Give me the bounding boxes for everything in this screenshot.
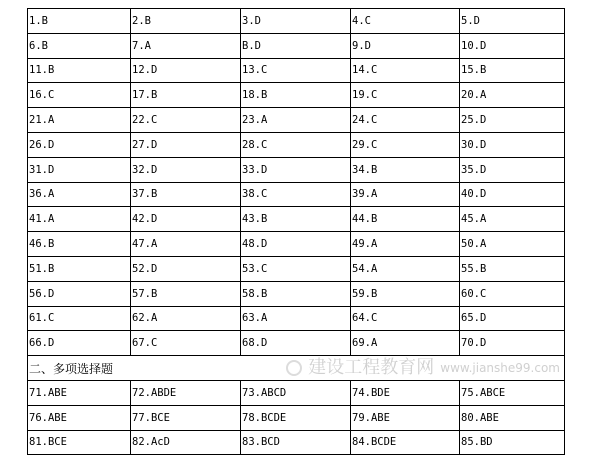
answer-cell: 50.A bbox=[460, 232, 565, 257]
table-row bbox=[28, 182, 565, 207]
answer-cell: 71.ABE bbox=[28, 380, 131, 405]
answer-cell: 76.ABE bbox=[28, 405, 131, 430]
watermark-url: www.jianshe99.com bbox=[440, 361, 560, 376]
table-row bbox=[28, 132, 565, 157]
answer-cell: 62.A bbox=[131, 306, 241, 331]
answer-cell: 65.D bbox=[460, 306, 565, 331]
answer-cell: 85.BD bbox=[460, 430, 565, 455]
table-row bbox=[28, 207, 565, 232]
answer-cell: 77.BCE bbox=[131, 405, 241, 430]
answer-cell: 64.C bbox=[351, 306, 460, 331]
answer-key-table bbox=[27, 8, 565, 455]
answer-cell: 31.D bbox=[28, 157, 131, 182]
answer-cell: 69.A bbox=[351, 331, 460, 356]
table-row bbox=[28, 306, 565, 331]
table-row bbox=[28, 232, 565, 257]
answer-cell: 6.B bbox=[28, 33, 131, 58]
table-row bbox=[28, 9, 565, 34]
answer-cell: 22.C bbox=[131, 108, 241, 133]
answer-cell: 51.B bbox=[28, 256, 131, 281]
answer-cell: 1.B bbox=[28, 9, 131, 34]
table-row bbox=[28, 430, 565, 455]
answer-cell: 49.A bbox=[351, 232, 460, 257]
answer-cell: 60.C bbox=[460, 281, 565, 306]
answer-cell: 16.C bbox=[28, 83, 131, 108]
answer-cell: 37.B bbox=[131, 182, 241, 207]
answer-cell: 38.C bbox=[241, 182, 351, 207]
answer-cell: 61.C bbox=[28, 306, 131, 331]
answer-cell: 63.A bbox=[241, 306, 351, 331]
answer-cell: 80.ABE bbox=[460, 405, 565, 430]
answer-cell: 19.C bbox=[351, 83, 460, 108]
answer-cell: 52.D bbox=[131, 256, 241, 281]
answer-cell: 3.D bbox=[241, 9, 351, 34]
answer-cell: 78.BCDE bbox=[241, 405, 351, 430]
answer-cell: 73.ABCD bbox=[241, 380, 351, 405]
answer-cell: 74.BDE bbox=[351, 380, 460, 405]
table-row bbox=[28, 256, 565, 281]
answer-cell: 17.B bbox=[131, 83, 241, 108]
answer-cell: 57.B bbox=[131, 281, 241, 306]
answer-cell: 82.AcD bbox=[131, 430, 241, 455]
answer-cell: 27.D bbox=[131, 132, 241, 157]
answer-cell: 25.D bbox=[460, 108, 565, 133]
answer-cell: 83.BCD bbox=[241, 430, 351, 455]
answer-cell: 34.B bbox=[351, 157, 460, 182]
answer-cell: 24.C bbox=[351, 108, 460, 133]
answer-cell: 12.D bbox=[131, 58, 241, 83]
answer-cell: 46.B bbox=[28, 232, 131, 257]
answer-cell: 26.D bbox=[28, 132, 131, 157]
table-row bbox=[28, 58, 565, 83]
answer-cell: 79.ABE bbox=[351, 405, 460, 430]
answer-cell: 54.A bbox=[351, 256, 460, 281]
table-row bbox=[28, 108, 565, 133]
table-row bbox=[28, 33, 565, 58]
answer-cell: 48.D bbox=[241, 232, 351, 257]
answer-cell: 21.A bbox=[28, 108, 131, 133]
table-row bbox=[28, 83, 565, 108]
table-row bbox=[28, 157, 565, 182]
answer-cell: 75.ABCE bbox=[460, 380, 565, 405]
answer-cell: 66.D bbox=[28, 331, 131, 356]
answer-cell: 30.D bbox=[460, 132, 565, 157]
answer-cell: 53.C bbox=[241, 256, 351, 281]
answer-cell: 2.B bbox=[131, 9, 241, 34]
answer-cell: 28.C bbox=[241, 132, 351, 157]
answer-cell: B.D bbox=[241, 33, 351, 58]
answer-cell: 32.D bbox=[131, 157, 241, 182]
answer-cell: 59.B bbox=[351, 281, 460, 306]
answer-cell: 9.D bbox=[351, 33, 460, 58]
answer-cell: 58.B bbox=[241, 281, 351, 306]
answer-cell: 81.BCE bbox=[28, 430, 131, 455]
answer-cell: 47.A bbox=[131, 232, 241, 257]
answer-cell: 67.C bbox=[131, 331, 241, 356]
answer-cell: 23.A bbox=[241, 108, 351, 133]
answer-cell: 55.B bbox=[460, 256, 565, 281]
table-row bbox=[28, 380, 565, 405]
answer-cell: 14.C bbox=[351, 58, 460, 83]
answer-cell: 68.D bbox=[241, 331, 351, 356]
answer-cell: 20.A bbox=[460, 83, 565, 108]
section-heading-wrap bbox=[29, 358, 564, 378]
answer-cell: 36.A bbox=[28, 182, 131, 207]
watermark-logo-icon bbox=[286, 360, 302, 376]
answer-cell: 10.D bbox=[460, 33, 565, 58]
table-row bbox=[28, 331, 565, 356]
answer-cell: 45.A bbox=[460, 207, 565, 232]
answer-cell: 29.C bbox=[351, 132, 460, 157]
answer-cell: 56.D bbox=[28, 281, 131, 306]
answer-cell: 33.D bbox=[241, 157, 351, 182]
section-heading: 二、多项选择题 bbox=[29, 361, 114, 376]
answer-cell: 18.B bbox=[241, 83, 351, 108]
answer-cell: 7.A bbox=[131, 33, 241, 58]
answer-cell: 35.D bbox=[460, 157, 565, 182]
answer-cell: 44.B bbox=[351, 207, 460, 232]
section-heading-row bbox=[28, 356, 565, 381]
answer-cell: 11.B bbox=[28, 58, 131, 83]
table-row bbox=[28, 281, 565, 306]
answer-cell: 15.B bbox=[460, 58, 565, 83]
watermark bbox=[286, 358, 564, 378]
answer-cell: 42.D bbox=[131, 207, 241, 232]
table-row bbox=[28, 405, 565, 430]
watermark-text: 建设工程教育网 bbox=[308, 357, 435, 379]
answer-cell: 4.C bbox=[351, 9, 460, 34]
section-heading-cell bbox=[28, 356, 565, 381]
answer-cell: 40.D bbox=[460, 182, 565, 207]
answer-cell: 39.A bbox=[351, 182, 460, 207]
answer-cell: 13.C bbox=[241, 58, 351, 83]
answer-cell: 5.D bbox=[460, 9, 565, 34]
answer-cell: 72.ABDE bbox=[131, 380, 241, 405]
answer-cell: 41.A bbox=[28, 207, 131, 232]
answer-cell: 70.D bbox=[460, 331, 565, 356]
answer-cell: 84.BCDE bbox=[351, 430, 460, 455]
answer-cell: 43.B bbox=[241, 207, 351, 232]
